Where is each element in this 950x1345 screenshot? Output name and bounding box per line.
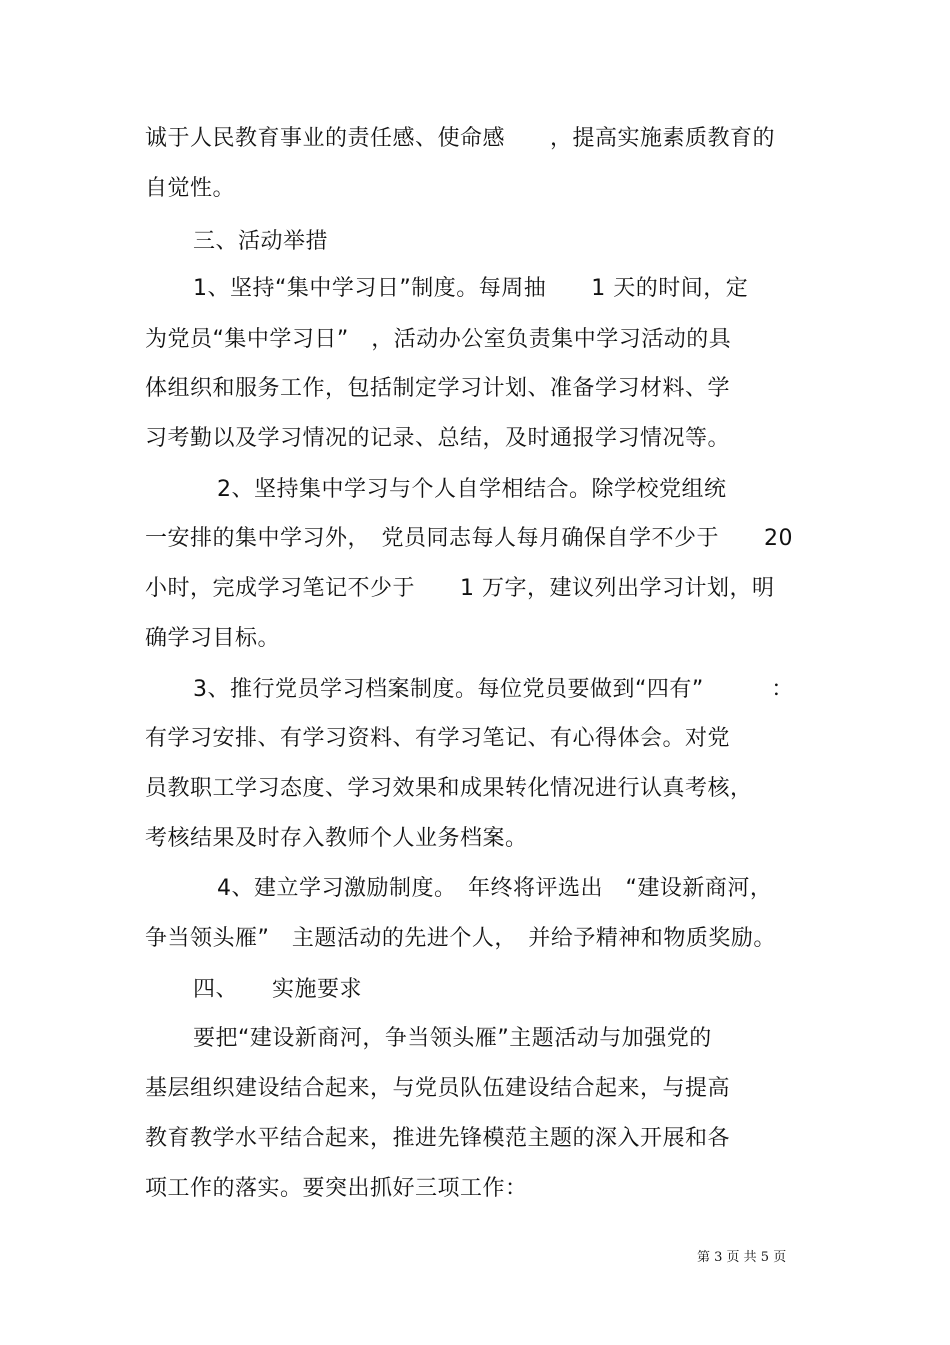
text-line: 一安排的集中学习外， 党员同志每人每月确保自学不少于 20 bbox=[145, 526, 793, 551]
text-line: 要把“建设新商河，争当领头雁”主题活动与加强党的 bbox=[193, 1026, 712, 1051]
text-line: 体组织和服务工作，包括制定学习计划、准备学习材料、学 bbox=[145, 376, 731, 401]
page-footer: 第 3 页 共 5 页 bbox=[697, 1250, 787, 1265]
text-line: 3、推行党员学习档案制度。每位党员要做到“四有” ： bbox=[193, 677, 794, 702]
text-line: 习考勤以及学习情况的记录、总结，及时通报学习情况等。 bbox=[145, 426, 731, 451]
section-heading: 三、活动举措 bbox=[193, 229, 329, 254]
text-line: 项工作的落实。要突出抓好三项工作： bbox=[145, 1176, 528, 1201]
text-line: 教育教学水平结合起来，推进先锋模范主题的深入开展和各 bbox=[145, 1126, 731, 1151]
section-heading: 四、 实施要求 bbox=[193, 977, 363, 1002]
text-line: 4、建立学习激励制度。 年终将评选出 “建设新商河， bbox=[217, 876, 773, 901]
text-line: 考核结果及时存入教师个人业务档案。 bbox=[145, 826, 528, 851]
text-line: 有学习安排、有学习资料、有学习笔记、有心得体会。对党 bbox=[145, 726, 731, 751]
text-line: 小时，完成学习笔记不少于 1 万字，建议列出学习计划，明 bbox=[145, 576, 775, 601]
text-line: 1、坚持“集中学习日”制度。每周抽 1 天的时间，定 bbox=[193, 276, 749, 301]
text-line: 员教职工学习态度、学习效果和成果转化情况进行认真考核， bbox=[145, 776, 753, 801]
text-line: 自觉性。 bbox=[145, 176, 236, 201]
text-line: 2、坚持集中学习与个人自学相结合。除学校党组统 bbox=[217, 477, 727, 502]
text-line: 为党员“集中学习日” ，活动办公室负责集中学习活动的具 bbox=[145, 327, 732, 352]
text-line: 争当领头雁” 主题活动的先进个人， 并给予精神和物质奖励。 bbox=[145, 926, 776, 951]
text-line: 诚于人民教育事业的责任感、使命感 ，提高实施素质教育的 bbox=[145, 126, 776, 151]
text-line: 基层组织建设结合起来，与党员队伍建设结合起来，与提高 bbox=[145, 1076, 731, 1101]
text-line: 确学习目标。 bbox=[145, 626, 281, 651]
